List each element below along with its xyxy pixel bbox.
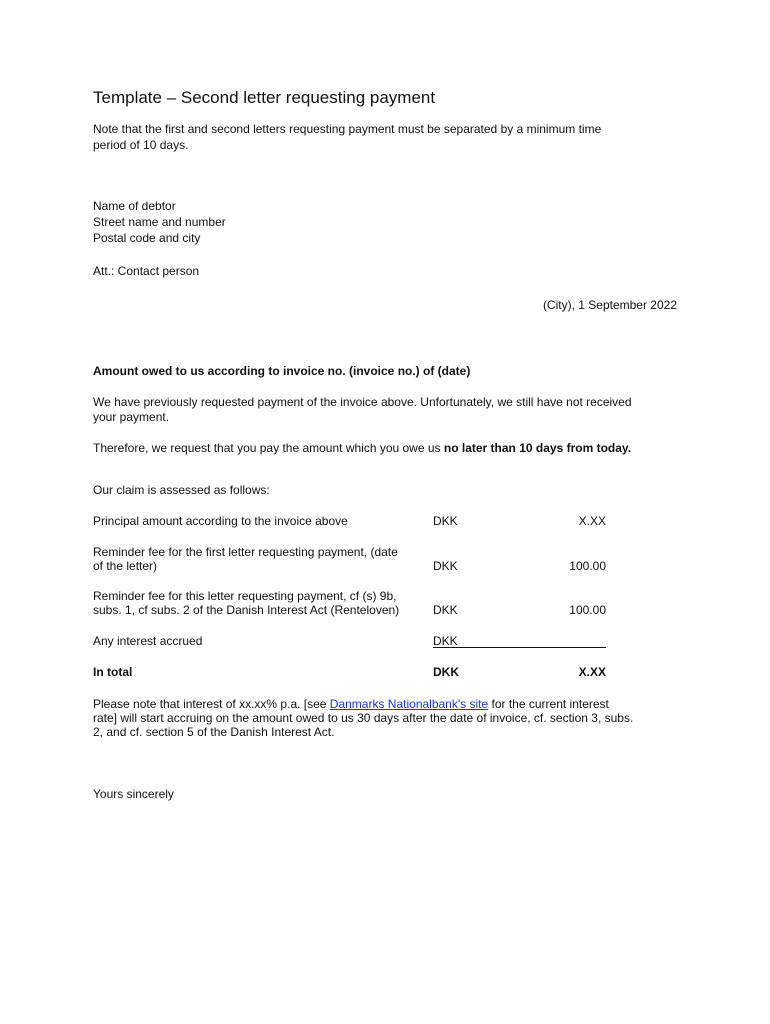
claim-currency: DKK (433, 559, 458, 573)
page-title: Template – Second letter requesting payment (93, 88, 436, 107)
interest-text: Please note that interest of xx.xx% p.a. [see (93, 697, 330, 711)
interest-text-cont: for the current interest (488, 697, 609, 711)
claim-currency: DKK (433, 634, 458, 648)
claim-label-cont: subs. 1, cf subs. 2 of the Danish Interest Act (Renteloven) (93, 603, 400, 617)
total-label: In total (93, 665, 133, 679)
date-line: (City), 1 September 2022 (542, 298, 677, 312)
claim-label: Reminder fee for the first letter requesting payment, (date (93, 545, 398, 559)
claim-label-cont: of the letter) (93, 559, 158, 573)
claim-amount: X.XX (578, 514, 606, 528)
payment-request (93, 441, 631, 455)
claim-intro: Our claim is assessed as follows: (93, 483, 270, 497)
claim-currency: DKK (433, 514, 458, 528)
debtor-postal: Postal code and city (93, 231, 201, 245)
total-amount: X.XX (578, 665, 606, 679)
debtor-street: Street name and number (93, 215, 226, 229)
interest-line-3: 2, and cf. section 5 of the Danish Interest Act. (93, 725, 335, 739)
debtor-name: Name of debtor (93, 199, 176, 213)
subject-heading: Amount owed to us according to invoice no. (invoice no.) of (date) (93, 364, 471, 378)
note-line-1: Note that the first and second letters requesting payment must be separated by a minimum time (93, 122, 602, 136)
claim-amount: 100.00 (569, 603, 606, 617)
claim-label: Reminder fee for this letter requesting payment, cf (s) 9b, (93, 589, 397, 603)
para1-line-1: We have previously requested payment of the invoice above. Unfortunately, we still have not received (93, 395, 632, 409)
total-currency: DKK (433, 665, 459, 679)
interest-underline (433, 634, 606, 648)
debtor-att: Att.: Contact person (93, 264, 200, 278)
interest-line-1 (93, 697, 609, 711)
closing: Yours sincerely (93, 787, 174, 801)
claim-amount: 100.00 (569, 559, 606, 573)
note-line-2: period of 10 days. (93, 138, 189, 152)
claim-currency: DKK (433, 603, 458, 617)
para1-line-2: your payment. (93, 410, 170, 424)
interest-line-2: rate] will start accruing on the amount owed to us 30 days after the date of invoice, cf. section 3, subs. (93, 711, 634, 725)
nationalbank-link[interactable]: Danmarks Nationalbank's site (329, 697, 489, 711)
payment-deadline: no later than 10 days from today. (443, 441, 632, 455)
claim-label: Any interest accrued (93, 634, 203, 648)
payment-request-text: Therefore, we request that you pay the amount which you owe us (93, 441, 444, 455)
claim-label: Principal amount according to the invoice above (93, 514, 348, 528)
